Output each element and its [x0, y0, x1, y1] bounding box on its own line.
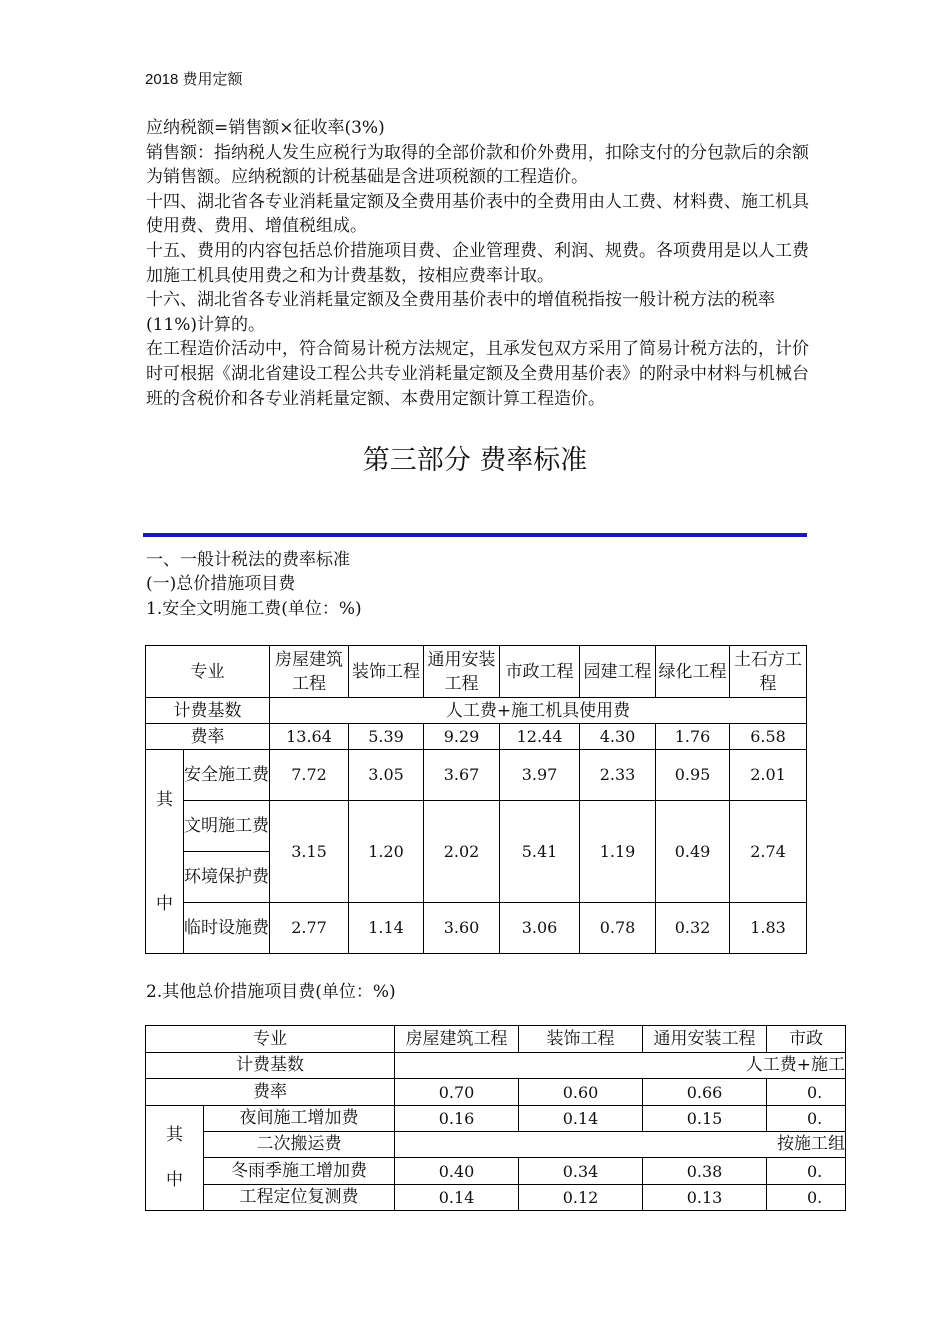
paragraph: 销售额：指纳税人发生应税行为取得的全部价款和价外费用，扣除支付的分包款后的余额为销售额。应纳税额的计税基础是含进项税额的工程造价。 — [146, 142, 809, 188]
table-cell: 0.32 — [656, 903, 730, 954]
table-cell: 13.64 — [270, 724, 349, 750]
table-cell: 3.97 — [500, 750, 580, 801]
table-cell: 0.66 — [643, 1079, 767, 1106]
cell-text: 0. — [807, 1161, 823, 1181]
subhead-lump-sum: (一)总价措施项目费 — [146, 574, 296, 594]
row-label: 计费基数 — [146, 698, 270, 724]
row-label: 工程定位复测费 — [204, 1185, 395, 1211]
table-cell: 1.19 — [580, 801, 656, 903]
row-label: 冬雨季施工增加费 — [204, 1158, 395, 1185]
table-cell: 2.02 — [424, 801, 500, 903]
row-label: 临时设施费 — [184, 903, 270, 954]
row-label: 计费基数 — [146, 1053, 395, 1079]
table-cell: 4.30 — [580, 724, 656, 750]
cell-text: 0. — [807, 1082, 823, 1102]
paragraph: 十四、湖北省各专业消耗量定额及全费用基价表中的全费用由人工费、材料费、施工机具使用费、费用、增值税组成。 — [146, 191, 809, 237]
table-cell: 12.44 — [500, 724, 580, 750]
table-cell: 1.20 — [349, 801, 424, 903]
table-cell: 0.78 — [580, 903, 656, 954]
row-label: 安全施工费 — [184, 750, 270, 801]
table-cell: 3.67 — [424, 750, 500, 801]
transport-value — [395, 1132, 846, 1158]
subhead-other-lump-sum: 2.其他总价措施项目费(单位：%) — [146, 982, 396, 1002]
table-header-row — [146, 646, 807, 698]
table-cell: 2.33 — [580, 750, 656, 801]
among-label — [146, 1106, 204, 1211]
page-header: 2018 费用定额 — [145, 71, 243, 88]
table-row — [146, 1106, 846, 1132]
table-cell: 5.39 — [349, 724, 424, 750]
other-rate-table-viewport — [145, 1025, 845, 1214]
table-cell: 2.74 — [730, 801, 807, 903]
table-row — [146, 1185, 846, 1211]
column-header: 市政工程 — [500, 646, 580, 698]
paragraph: 十五、费用的内容包括总价措施项目费、企业管理费、利润、规费。各项费用是以人工费加施工机具使用费之和为计费基数，按相应费率计取。 — [146, 240, 809, 286]
column-header: 房屋建筑工程 — [395, 1026, 519, 1053]
table-row — [146, 1132, 846, 1158]
section-title: 第三部分 费率标准 — [362, 445, 588, 476]
column-header: 通用安装工程 — [643, 1026, 767, 1053]
column-header — [767, 1026, 846, 1053]
among-top: 其 — [156, 789, 173, 810]
table-row — [146, 801, 807, 852]
base-value — [395, 1053, 846, 1079]
column-header: 装饰工程 — [349, 646, 424, 698]
row-label: 费率 — [146, 1079, 395, 1106]
corner-cell: 专业 — [146, 646, 270, 698]
row-label: 费率 — [146, 724, 270, 750]
table-cell: 6.58 — [730, 724, 807, 750]
transport-value-text: 按施工组 — [777, 1134, 845, 1154]
table-cell: 7.72 — [270, 750, 349, 801]
column-header-text: 市政 — [789, 1028, 823, 1049]
table-cell: 0.40 — [395, 1158, 519, 1185]
among-bottom: 中 — [156, 893, 173, 914]
table-cell: 0.12 — [519, 1185, 643, 1211]
table-cell: 0.16 — [395, 1106, 519, 1132]
table-cell: 3.05 — [349, 750, 424, 801]
among-bottom: 中 — [166, 1170, 183, 1190]
table-row — [146, 903, 807, 954]
table-cell — [767, 1158, 846, 1185]
table-cell: 3.06 — [500, 903, 580, 954]
table-cell: 0.15 — [643, 1106, 767, 1132]
table-cell: 1.76 — [656, 724, 730, 750]
row-label: 二次搬运费 — [204, 1132, 395, 1158]
body-text — [146, 116, 816, 411]
column-header: 通用安装工程 — [424, 646, 500, 698]
section-divider — [143, 533, 807, 537]
base-value-text: 人工费+施工 — [745, 1055, 845, 1075]
table-cell: 1.14 — [349, 903, 424, 954]
column-header: 园建工程 — [580, 646, 656, 698]
table-cell: 0.34 — [519, 1158, 643, 1185]
table-cell: 9.29 — [424, 724, 500, 750]
safety-civil-rate-table — [145, 645, 807, 954]
table-cell: 0.14 — [395, 1185, 519, 1211]
column-header: 房屋建筑工程 — [270, 646, 349, 698]
table-cell: 3.15 — [270, 801, 349, 903]
table-cell: 2.01 — [730, 750, 807, 801]
table-cell: 0.38 — [643, 1158, 767, 1185]
row-label: 夜间施工增加费 — [204, 1106, 395, 1132]
table-cell — [767, 1185, 846, 1211]
table-row — [146, 1079, 846, 1106]
table-cell: 0.49 — [656, 801, 730, 903]
table-cell: 1.83 — [730, 903, 807, 954]
among-label — [146, 750, 184, 954]
table-cell: 0.70 — [395, 1079, 519, 1106]
cell-text: 0. — [807, 1188, 823, 1207]
table-cell: 2.77 — [270, 903, 349, 954]
column-header: 绿化工程 — [656, 646, 730, 698]
table-row — [146, 698, 807, 724]
paragraph: 在工程造价活动中，符合简易计税方法规定，且承发包双方采用了简易计税方法的，计价时可根据《湖北省建设工程公共专业消耗量定额及全费用基价表》的附录中材料与机械台班的含税价和各专业消耗量定额、本费用定额计算工程造价。 — [146, 339, 809, 409]
column-header: 装饰工程 — [519, 1026, 643, 1053]
cell-text: 0. — [807, 1109, 823, 1128]
table-row — [146, 1158, 846, 1185]
subhead-general-tax: 一、一般计税法的费率标准 — [146, 550, 350, 570]
paragraph: 十六、湖北省各专业消耗量定额及全费用基价表中的增值税指按一般计税方法的税率(11%)计算的。 — [146, 290, 775, 335]
corner-cell: 专业 — [146, 1026, 395, 1053]
table-row — [146, 724, 807, 750]
row-label: 文明施工费 — [184, 801, 270, 852]
table-cell: 0.60 — [519, 1079, 643, 1106]
base-value: 人工费+施工机具使用费 — [270, 698, 807, 724]
table-cell: 3.60 — [424, 903, 500, 954]
table-cell: 0.95 — [656, 750, 730, 801]
subhead-safety-civil: 1.安全文明施工费(单位：%) — [146, 599, 362, 619]
table-row — [146, 750, 807, 801]
column-header: 土石方工程 — [730, 646, 807, 698]
table-cell: 0.14 — [519, 1106, 643, 1132]
among-top: 其 — [166, 1125, 183, 1145]
table-cell — [767, 1106, 846, 1132]
table-cell: 5.41 — [500, 801, 580, 903]
table-header-row — [146, 1026, 846, 1053]
table-cell — [767, 1079, 846, 1106]
other-rate-table — [145, 1025, 846, 1211]
table-cell: 0.13 — [643, 1185, 767, 1211]
row-label: 环境保护费 — [184, 852, 270, 903]
paragraph: 应纳税额=销售额×征收率(3%) — [146, 118, 385, 138]
table-row — [146, 1053, 846, 1079]
